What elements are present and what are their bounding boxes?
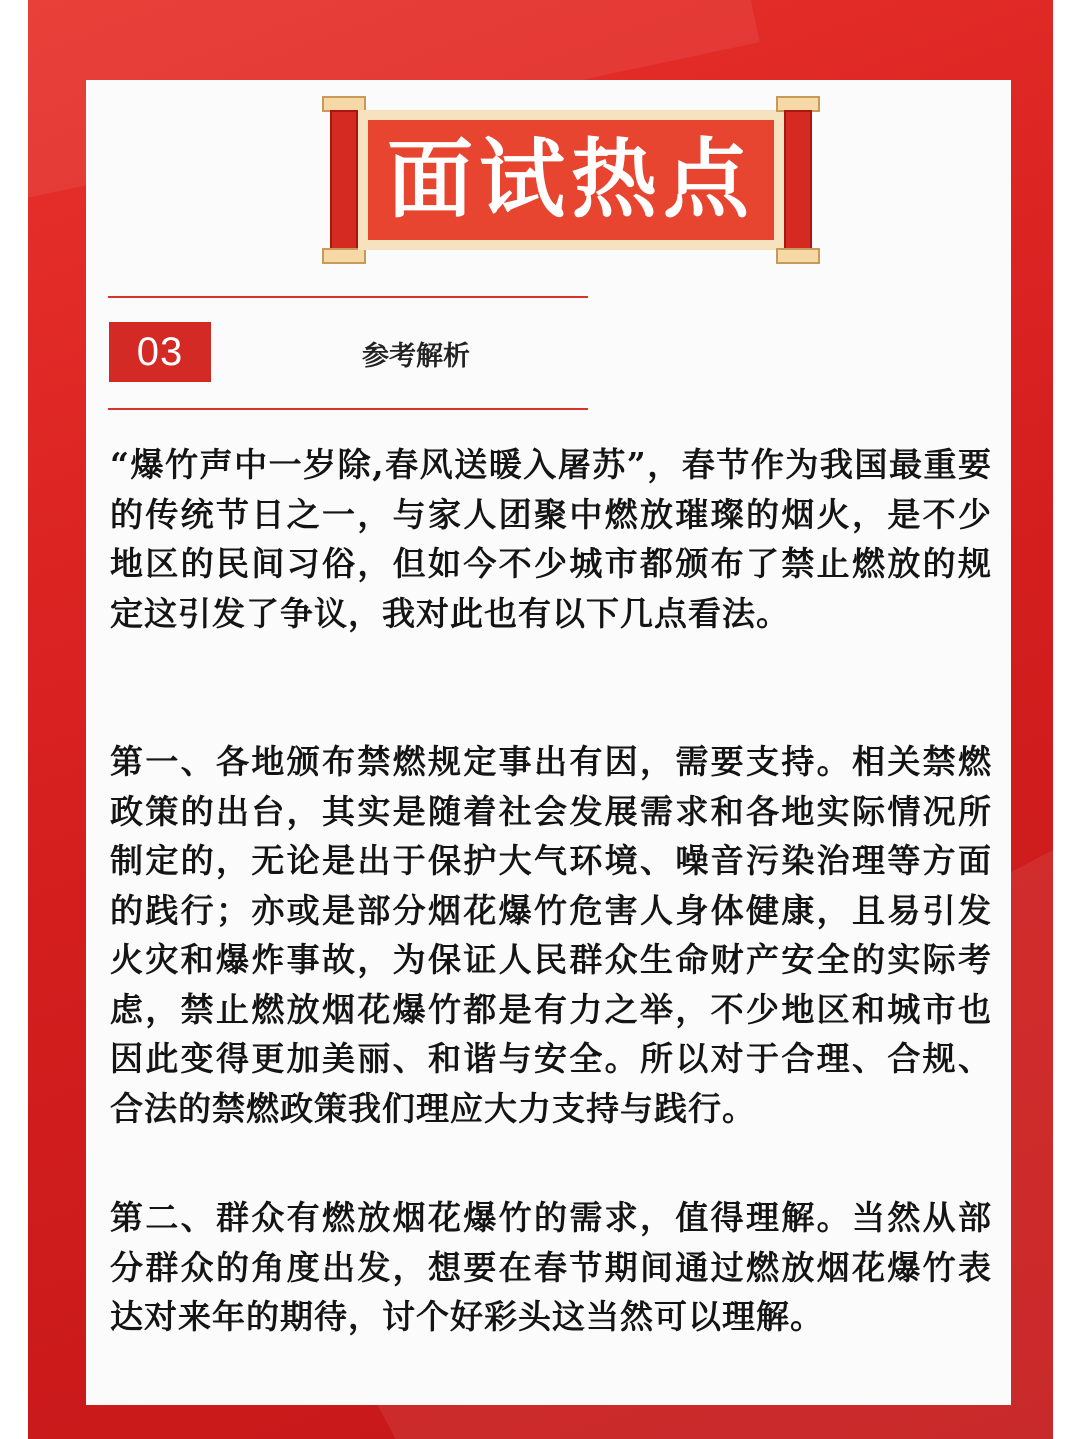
scroll-cap (322, 248, 366, 264)
scroll-cap (776, 248, 820, 264)
paragraph-intro: “爆竹声中一岁除,春风送暖入屠苏”，春节作为我国最重要的传统节日之一，与家人团聚中燃放璀璨的烟火，是不少地区的民间习俗，但如今不少城市都颁布了禁止燃放的规定这引发了争议，我对此也有以下几点看法。 (110, 445, 992, 633)
scroll-panel-inner (368, 120, 774, 240)
title-scroll-banner (322, 96, 820, 264)
paragraph-point-two: 第二、群众有燃放烟花爆竹的需求，值得理解。当然从部分群众的角度出发，想要在春节期间通过燃放烟花爆竹表达对来年的期待，讨个好彩头这当然可以理解。 (110, 1198, 992, 1336)
banner-title: 面试热点 (387, 130, 755, 230)
section-divider-bottom (108, 408, 588, 410)
section-divider-top (108, 296, 588, 298)
scroll-rod-right (776, 96, 820, 264)
section-title: 参考解析 (362, 341, 470, 372)
section-number-badge: 03 (109, 322, 211, 382)
scroll-rod-body (330, 110, 358, 250)
scroll-panel (358, 110, 784, 250)
paragraph-point-one: 第一、各地颁布禁燃规定事出有因，需要支持。相关禁燃政策的出台，其实是随着社会发展需求和各地实际情况所制定的，无论是出于保护大气环境、噪音污染治理等方面的践行；亦或是部分烟花爆竹危害人身体健康，且易引发火灾和爆炸事故，为保证人民群众生命财产安全的实际考虑，禁止燃放烟花爆竹都是有力之举，不少地区和城市也因此变得更加美丽、和谐与安全。所以对于合理、合规、合法的禁燃政策我们理应大力支持与践行。 (110, 742, 992, 1128)
scroll-rod-body (784, 110, 812, 250)
